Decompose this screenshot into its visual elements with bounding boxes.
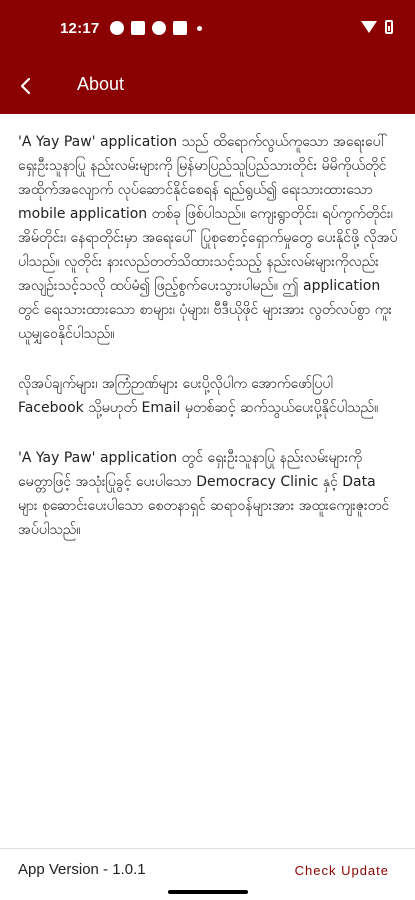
e-icon [131, 21, 145, 35]
battery-icon [385, 20, 393, 34]
notification-icons [110, 21, 202, 35]
android-icon [152, 21, 166, 35]
app-version: App Version - 1.0.1 [18, 861, 146, 878]
about-paragraph-thanks: 'A Yay Paw' application တွင် ရှေးဦးသူနာပြု နည်းလမ်းများကို မေတ္တာဖြင့် အသုံးပြုခွင့် ပေးပါသော Democracy Clinic နှင့် Data များ စုဆောင်းပေးပါသော စေတနာရှင် ဆရာဝန်များအား အထူးကျေးဇူးတင်အပ်ပါသည်။ [18, 450, 390, 538]
status-time: 12:17 [60, 20, 100, 37]
about-paragraph-contact: လိုအပ်ချက်များ၊ အကြံဉာဏ်များ ပေးပို့လိုပါက အောက်ဖော်ပြပါ Facebook သို့မဟုတ် Email မှတစ်ဆင့် ဆက်သွယ်ပေးပို့နိုင်ပါသည်။ [18, 376, 379, 416]
home-handle[interactable] [168, 890, 248, 894]
shield-icon [173, 21, 187, 35]
gesture-nav-bar [0, 888, 415, 900]
dot-icon [197, 26, 202, 31]
about-paragraph-intro: 'A Yay Paw' application သည် ထိရောက်လွယ်ကူသော အရေးပေါ် ရှေးဦးသူနာပြု နည်းလမ်းများကို မြန်မာပြည်သူပြည်သားတိုင်း မိမိကိုယ်တိုင် အထိုက်အလျောက် လုပ်ဆောင်နိုင်စေရန် ရည်ရွယ်၍ ရေးသားထားသော mobile application တစ်ခု ဖြစ်ပါသည်။ ကျေးရွာတိုင်း၊ ရပ်ကွက်တိုင်း၊ အိမ်တိုင်း၊ နေရာတိုင်းမှာ အရေးပေါ် ပြုစုစောင့်ရှောက်မှုတွေ ပေးနိုင်ဖို့ လိုအပ်ပါသည်။ လူတိုင်း နားလည်တတ်သိထားသင့်သည့် နည်းလမ်းများကိုလည်း အလျဉ်းသင့်သလို ထပ်မံ၍ ဖြည့်စွက်ပေးသွားပါမည်။ ဤ application တွင် ရေးသားထားသော စာများ၊ ပုံများ၊ ဗီဒီယိုဖိုင် များအား လွတ်လပ်စွာ ကူးယူမျှဝေနိုင်ပါသည်။ [18, 134, 398, 342]
footer-bar [0, 848, 415, 889]
back-arrow-icon [12, 72, 40, 100]
back-button[interactable] [12, 72, 40, 100]
check-update-button[interactable]: Check Update [294, 863, 389, 878]
app-bar [0, 60, 415, 114]
about-content [18, 130, 398, 830]
wifi-icon [361, 21, 377, 33]
system-icons [361, 20, 393, 34]
g-icon [110, 21, 124, 35]
status-bar [0, 0, 415, 60]
page-title: About [77, 74, 125, 94]
